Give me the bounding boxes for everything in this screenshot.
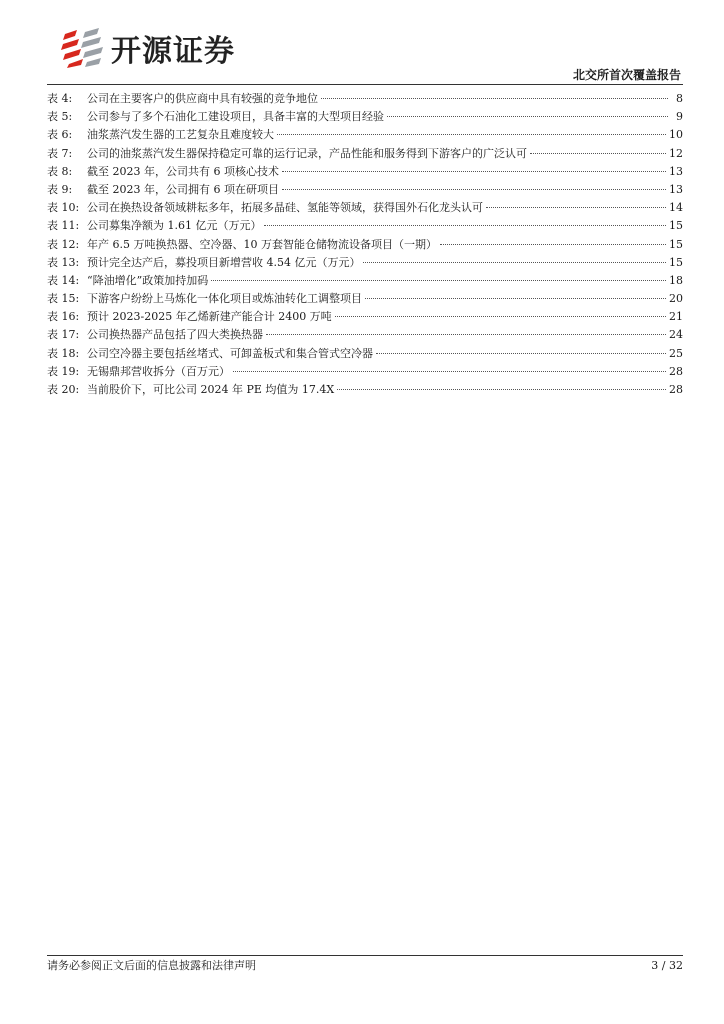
toc-entry-page: 25	[669, 346, 683, 360]
toc-entry-title: 当前股价下，可比公司 2024 年 PE 均值为 17.4X	[87, 383, 335, 396]
toc-entry-page: 24	[669, 328, 683, 342]
toc-dot-leader	[440, 244, 666, 245]
toc-dot-leader	[233, 371, 666, 372]
toc-entry-label: 表 14:	[47, 273, 80, 287]
toc-entry-page: 21	[669, 310, 683, 324]
toc-entry-label: 表 5:	[47, 110, 73, 124]
toc-dot-leader	[266, 334, 666, 335]
toc-dot-leader	[363, 262, 666, 263]
page-header	[47, 20, 683, 88]
toc-entry[interactable]	[47, 181, 683, 199]
toc-dot-leader	[321, 98, 668, 99]
toc-entry[interactable]	[47, 363, 683, 381]
toc-entry-title: 公司在主要客户的供应商中具有较强的竞争地位	[87, 92, 318, 105]
toc-entry-title: 公司的油浆蒸汽发生器保持稳定可靠的运行记录，产品性能和服务得到下游客户的广泛认可	[87, 146, 527, 160]
toc-entry[interactable]	[47, 199, 683, 217]
toc-entry-page: 8	[676, 92, 683, 105]
toc-dot-leader	[376, 353, 666, 354]
toc-entry-label: 表 9:	[47, 182, 73, 196]
toc-entry[interactable]	[47, 345, 683, 363]
brand-mark-icon	[61, 28, 105, 68]
toc-entry-page: 20	[669, 292, 683, 306]
table-of-contents	[47, 90, 683, 399]
toc-dot-leader	[335, 316, 666, 317]
toc-entry[interactable]	[47, 236, 683, 254]
toc-entry-label: 表 13:	[47, 255, 80, 269]
toc-entry-title: 公司募集净额为 1.61 亿元（万元）	[87, 219, 262, 233]
toc-entry-title: 无锡鼎邦营收拆分（百万元）	[87, 364, 230, 378]
brand-name: 开源证券	[111, 34, 235, 69]
page-number: 3 / 32	[651, 959, 683, 972]
toc-dot-leader	[530, 153, 666, 154]
toc-entry[interactable]	[47, 108, 683, 126]
toc-entry-title: 预计 2023-2025 年乙烯新建产能合计 2400 万吨	[87, 310, 332, 324]
toc-dot-leader	[486, 207, 666, 208]
toc-entry-title: 公司换热器产品包括了四大类换热器	[87, 328, 263, 342]
footer-disclaimer: 请务必参阅正文后面的信息披露和法律声明	[47, 959, 256, 972]
toc-entry-page: 9	[676, 110, 683, 124]
toc-entry-label: 表 17:	[47, 328, 80, 342]
toc-entry[interactable]	[47, 126, 683, 144]
toc-entry-page: 13	[669, 164, 683, 178]
toc-entry-page: 15	[669, 237, 683, 251]
toc-entry-title: “降油增化”政策加持加码	[87, 273, 209, 287]
toc-entry[interactable]	[47, 254, 683, 272]
toc-entry-title: 油浆蒸汽发生器的工艺复杂且难度较大	[87, 128, 274, 142]
toc-entry[interactable]	[47, 272, 683, 290]
toc-entry-label: 表 15:	[47, 292, 80, 306]
toc-entry-title: 截至 2023 年，公司共有 6 项核心技术	[87, 164, 279, 178]
toc-entry-page: 28	[669, 383, 683, 396]
toc-entry-title: 下游客户纷纷上马炼化一体化项目或炼油转化工调整项目	[87, 292, 362, 306]
toc-entry-label: 表 4:	[47, 92, 73, 105]
toc-dot-leader	[277, 134, 666, 135]
toc-entry-page: 15	[669, 219, 683, 233]
toc-dot-leader	[387, 116, 668, 117]
toc-entry-page: 28	[669, 364, 683, 378]
toc-dot-leader	[365, 298, 666, 299]
toc-entry-title: 公司在换热设备领域耕耘多年，拓展多晶硅、氢能等领域，获得国外石化龙头认可	[87, 201, 483, 215]
toc-entry-label: 表 16:	[47, 310, 80, 324]
toc-entry[interactable]	[47, 381, 683, 399]
toc-dot-leader	[264, 225, 666, 226]
toc-entry-label: 表 8:	[47, 164, 73, 178]
toc-dot-leader	[282, 189, 666, 190]
report-type: 北交所首次覆盖报告	[572, 68, 681, 82]
toc-entry-label: 表 6:	[47, 128, 73, 142]
toc-entry-label: 表 18:	[47, 346, 80, 360]
toc-entry-page: 13	[669, 182, 683, 196]
toc-entry-label: 表 10:	[47, 201, 80, 215]
toc-entry[interactable]	[47, 308, 683, 326]
toc-entry-label: 表 20:	[47, 383, 80, 396]
footer-divider	[47, 955, 683, 956]
toc-entry-title: 公司空冷器主要包括丝堵式、可卸盖板式和集合管式空冷器	[87, 346, 373, 360]
toc-entry[interactable]	[47, 326, 683, 344]
toc-entry-page: 15	[669, 255, 683, 269]
toc-entry[interactable]	[47, 90, 683, 108]
toc-entry[interactable]	[47, 163, 683, 181]
toc-entry-page: 14	[669, 201, 683, 215]
toc-dot-leader	[337, 389, 666, 390]
toc-dot-leader	[211, 280, 666, 281]
toc-entry-label: 表 19:	[47, 364, 80, 378]
toc-entry-title: 预计完全达产后，募投项目新增营收 4.54 亿元（万元）	[87, 255, 361, 269]
brand-logo	[61, 26, 235, 70]
toc-entry-page: 18	[669, 273, 683, 287]
toc-entry[interactable]	[47, 290, 683, 308]
toc-dot-leader	[282, 171, 666, 172]
toc-entry-label: 表 7:	[47, 146, 73, 160]
header-divider	[47, 84, 683, 85]
toc-entry[interactable]	[47, 145, 683, 163]
toc-entry-label: 表 12:	[47, 237, 80, 251]
toc-entry-title: 截至 2023 年，公司拥有 6 项在研项目	[87, 182, 279, 196]
toc-entry-page: 10	[669, 128, 683, 142]
toc-entry-title: 年产 6.5 万吨换热器、空冷器、10 万套智能仓储物流设备项目（一期）	[87, 237, 437, 251]
toc-entry-page: 12	[669, 146, 683, 160]
toc-entry-label: 表 11:	[47, 219, 80, 233]
toc-entry[interactable]	[47, 217, 683, 235]
toc-entry-title: 公司参与了多个石油化工建设项目，具备丰富的大型项目经验	[87, 110, 384, 124]
